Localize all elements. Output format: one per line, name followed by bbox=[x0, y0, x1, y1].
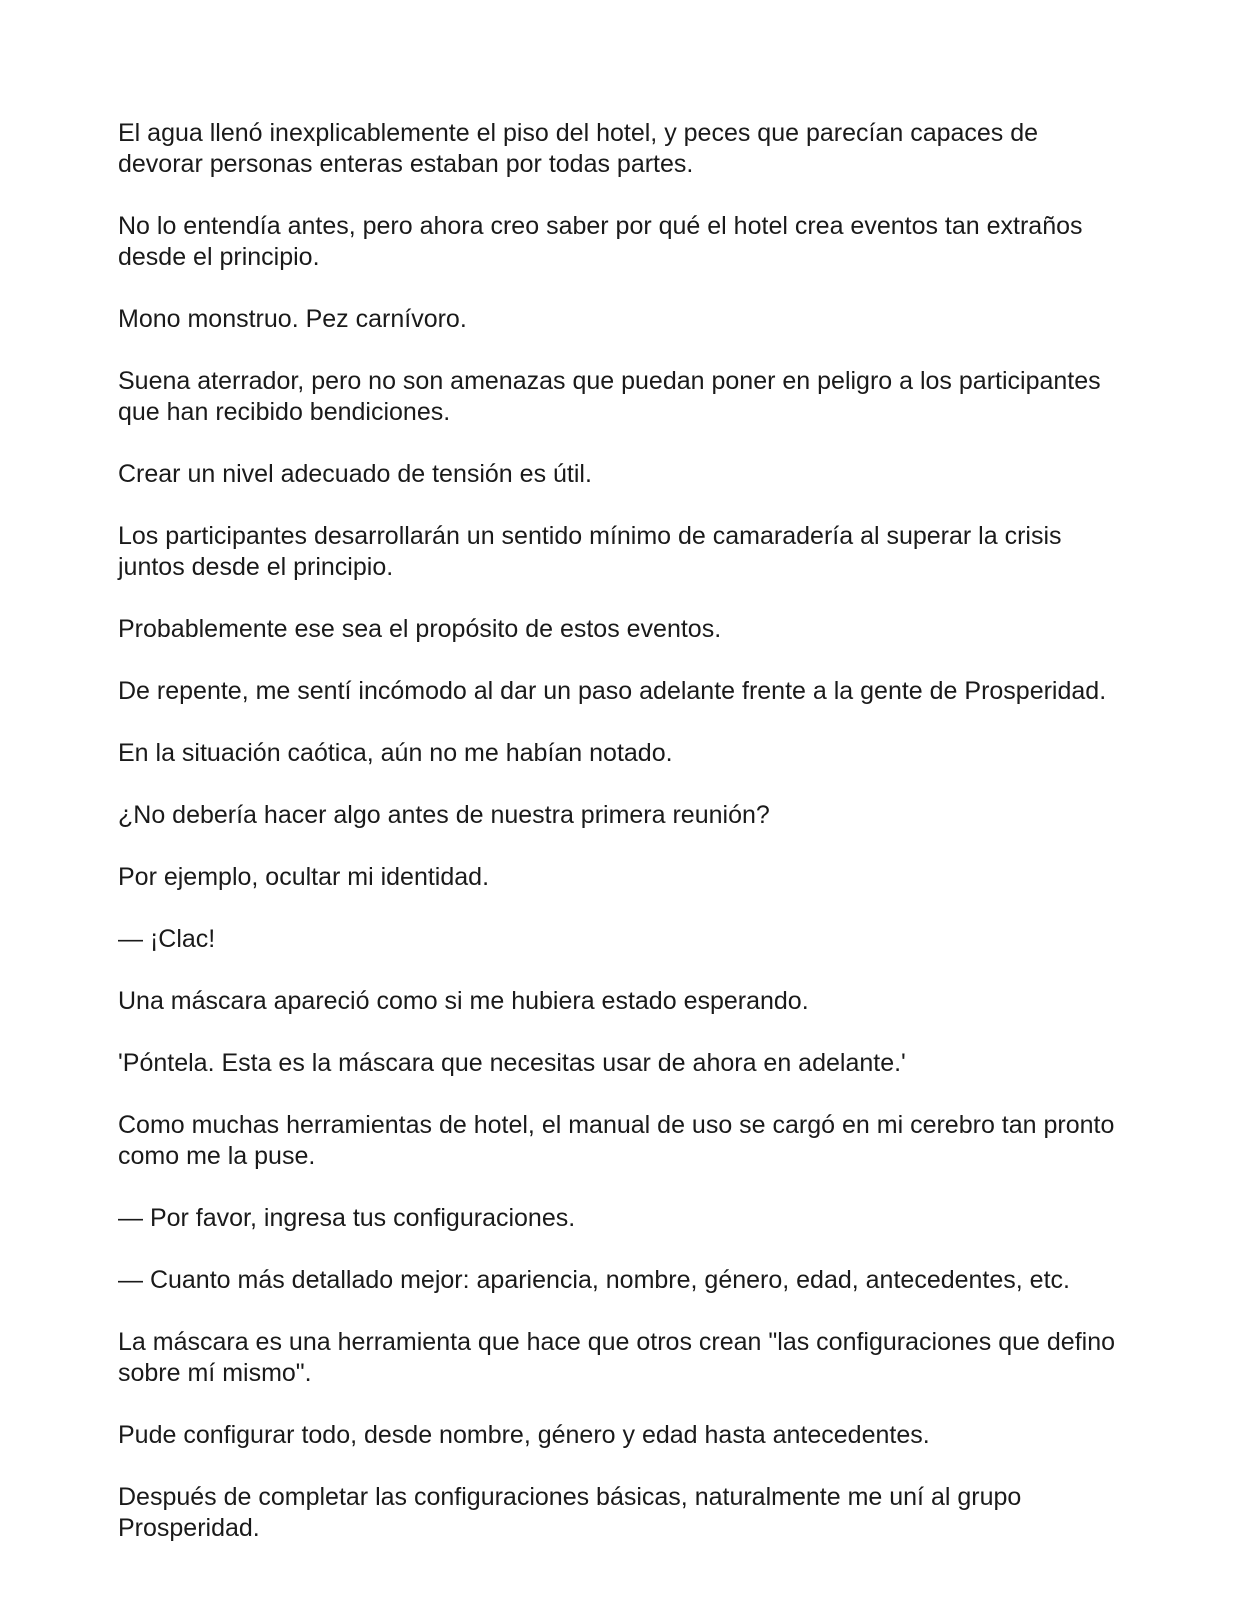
paragraph: — ¡Clac! bbox=[118, 925, 216, 953]
paragraph: Una máscara apareció como si me hubiera estado esperando. bbox=[118, 987, 809, 1015]
paragraph: — Por favor, ingresa tus configuraciones. bbox=[118, 1204, 576, 1232]
paragraph: Como muchas herramientas de hotel, el manual de uso se cargó en mi cerebro tan pronto como me la puse. bbox=[118, 1111, 1115, 1170]
document-body bbox=[118, 118, 1128, 1575]
paragraph: ¿No debería hacer algo antes de nuestra primera reunión? bbox=[118, 801, 770, 829]
paragraph: Mono monstruo. Pez carnívoro. bbox=[118, 305, 467, 333]
paragraph: Después de completar las configuraciones básicas, naturalmente me uní al grupo Prosperidad. bbox=[118, 1483, 1022, 1542]
paragraph: — Cuanto más detallado mejor: apariencia, nombre, género, edad, antecedentes, etc. bbox=[118, 1266, 1070, 1294]
paragraph: Los participantes desarrollarán un sentido mínimo de camaradería al superar la crisis juntos desde el principio. bbox=[118, 522, 1062, 581]
paragraph: Por ejemplo, ocultar mi identidad. bbox=[118, 863, 490, 891]
paragraph: Probablemente ese sea el propósito de estos eventos. bbox=[118, 615, 722, 643]
paragraph: Pude configurar todo, desde nombre, género y edad hasta antecedentes. bbox=[118, 1421, 930, 1449]
paragraph: El agua llenó inexplicablemente el piso del hotel, y peces que parecían capaces de devorar personas enteras estaban por todas partes. bbox=[118, 119, 1039, 178]
paragraph: Crear un nivel adecuado de tensión es útil. bbox=[118, 460, 592, 488]
paragraph: En la situación caótica, aún no me habían notado. bbox=[118, 739, 673, 767]
paragraph: No lo entendía antes, pero ahora creo saber por qué el hotel crea eventos tan extraños desde el principio. bbox=[118, 212, 1083, 271]
paragraph: 'Póntela. Esta es la máscara que necesitas usar de ahora en adelante.' bbox=[118, 1049, 906, 1077]
paragraph: La máscara es una herramienta que hace que otros crean "las configuraciones que defino sobre mí mismo". bbox=[118, 1328, 1115, 1387]
paragraph: Suena aterrador, pero no son amenazas que puedan poner en peligro a los participantes que han recibido bendiciones. bbox=[118, 367, 1101, 426]
paragraph: De repente, me sentí incómodo al dar un paso adelante frente a la gente de Prosperidad. bbox=[118, 677, 1107, 705]
